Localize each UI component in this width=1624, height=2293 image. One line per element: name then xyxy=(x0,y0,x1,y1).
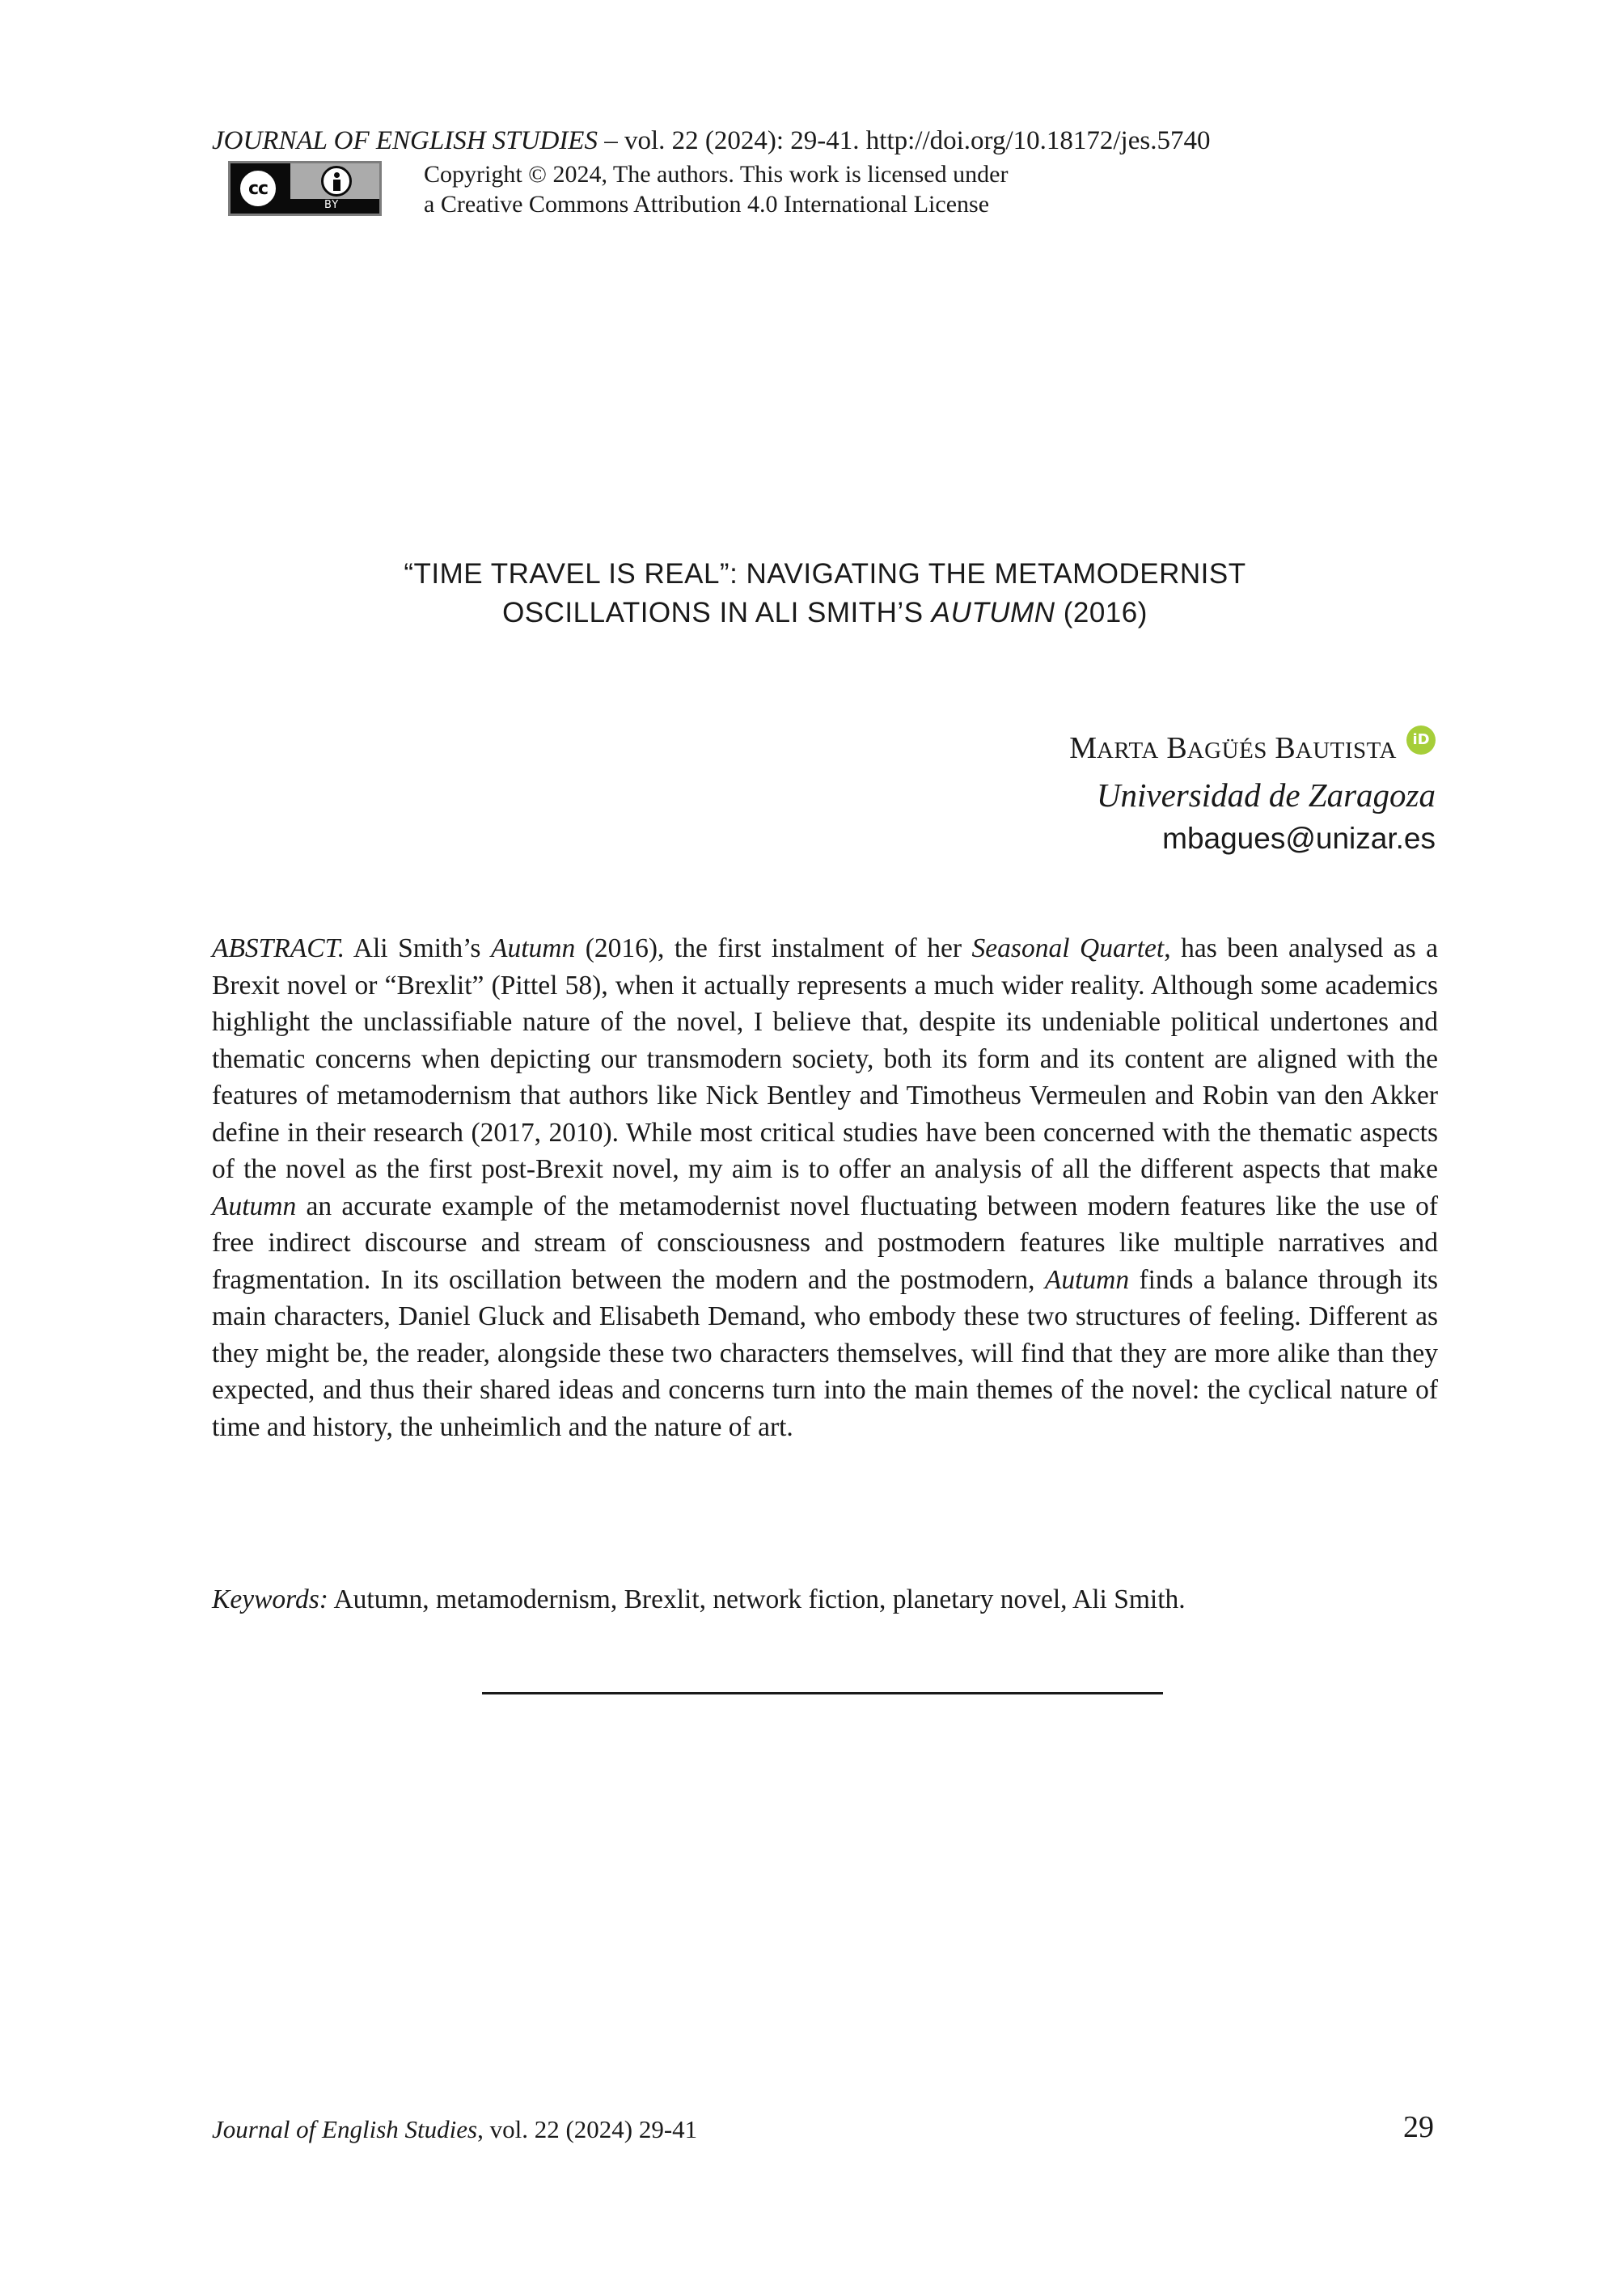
footer-citation xyxy=(212,2113,697,2146)
footer-journal-name: Journal of English Studies xyxy=(212,2115,478,2143)
title-line-1: “TIME TRAVEL IS REAL”: NAVIGATING THE METAMODERNIST xyxy=(404,558,1246,590)
keywords xyxy=(212,1581,1438,1618)
author-name xyxy=(1069,725,1436,774)
title-line-2-start: OSCILLATIONS IN ALI SMITH’S xyxy=(502,597,932,628)
title-line-2 xyxy=(212,594,1438,632)
article-title xyxy=(212,555,1438,632)
abstract: ABSTRACT. Ali Smith’s Autumn (2016), the first instalment of her Seasonal Quartet, has been analysed as a Brexit novel or “Brexlit” (Pittel 58), when it actually represents a much wider reality. Although some academics highlight the unclassifiable nature of the novel, I believe that, despite its undeniable political undertones and thematic concerns when depicting our transmodern society, both its form and its content are aligned with the features of metamodernism that authors like Nick Bentley and Timotheus Vermeulen and Robin van den Akker define in their research (2017, 2010). While most critical studies have been concerned with the thematic aspects of the novel as the first post-Brexit novel, my aim is to offer an analysis of all the different aspects that make Autumn an accurate example of the metamodernist novel fluctuating between modern features like the use of free indirect discourse and stream of consciousness and postmodern features like multiple narratives and fragmentation. In its oscillation between the modern and the postmodern, Autumn finds a balance through its main characters, Daniel Gluck and Elisabeth Demand, who embody these two structures of feeling. Different as they might be, the reader, alongside these two characters themselves, will find that they are more alike than they expected, and thus their shared ideas and concerns turn into the main themes of the novel: the cyclical nature of time and history, the unheimlich and the nature of art. xyxy=(212,933,1438,1442)
by-label: BY xyxy=(324,199,340,211)
keywords-list: Autumn, metamodernism, Brexlit, network fiction, planetary novel, Ali Smith. xyxy=(328,1584,1186,1614)
title-line-2-end: (2016) xyxy=(1055,597,1148,628)
orcid-icon[interactable]: iD xyxy=(1406,726,1436,755)
cc-logo-icon: cc xyxy=(237,167,279,209)
copyright-line-2: a Creative Commons Attribution 4.0 International License xyxy=(424,191,990,218)
abstract-label: ABSTRACT. xyxy=(212,933,345,963)
creative-commons-by-icon[interactable] xyxy=(228,161,382,216)
section-divider xyxy=(482,1692,1163,1694)
copyright-notice xyxy=(424,159,1008,219)
author-email[interactable]: mbagues@unizar.es xyxy=(1162,822,1436,855)
copyright-line-1: Copyright © 2024, The authors. This work is licensed under xyxy=(424,161,1009,188)
title-book-name: AUTUMN xyxy=(931,597,1055,628)
author-block xyxy=(1069,725,1436,861)
header-citation xyxy=(212,125,1210,157)
footer-citation-details: , vol. 22 (2024) 29-41 xyxy=(477,2115,698,2143)
attribution-person-icon xyxy=(321,166,352,197)
page-number: 29 xyxy=(1403,2110,1434,2144)
header-citation-details: – vol. 22 (2024): 29-41. http://doi.org/10.18172/jes.5740 xyxy=(597,126,1211,155)
author-name-text: MARTA BAGÜÉS BAUTISTA xyxy=(1069,731,1397,765)
keywords-label: Keywords: xyxy=(212,1584,328,1614)
header-journal-name: JOURNAL OF ENGLISH STUDIES xyxy=(212,126,598,155)
author-affiliation: Universidad de Zaragoza xyxy=(1096,776,1436,814)
